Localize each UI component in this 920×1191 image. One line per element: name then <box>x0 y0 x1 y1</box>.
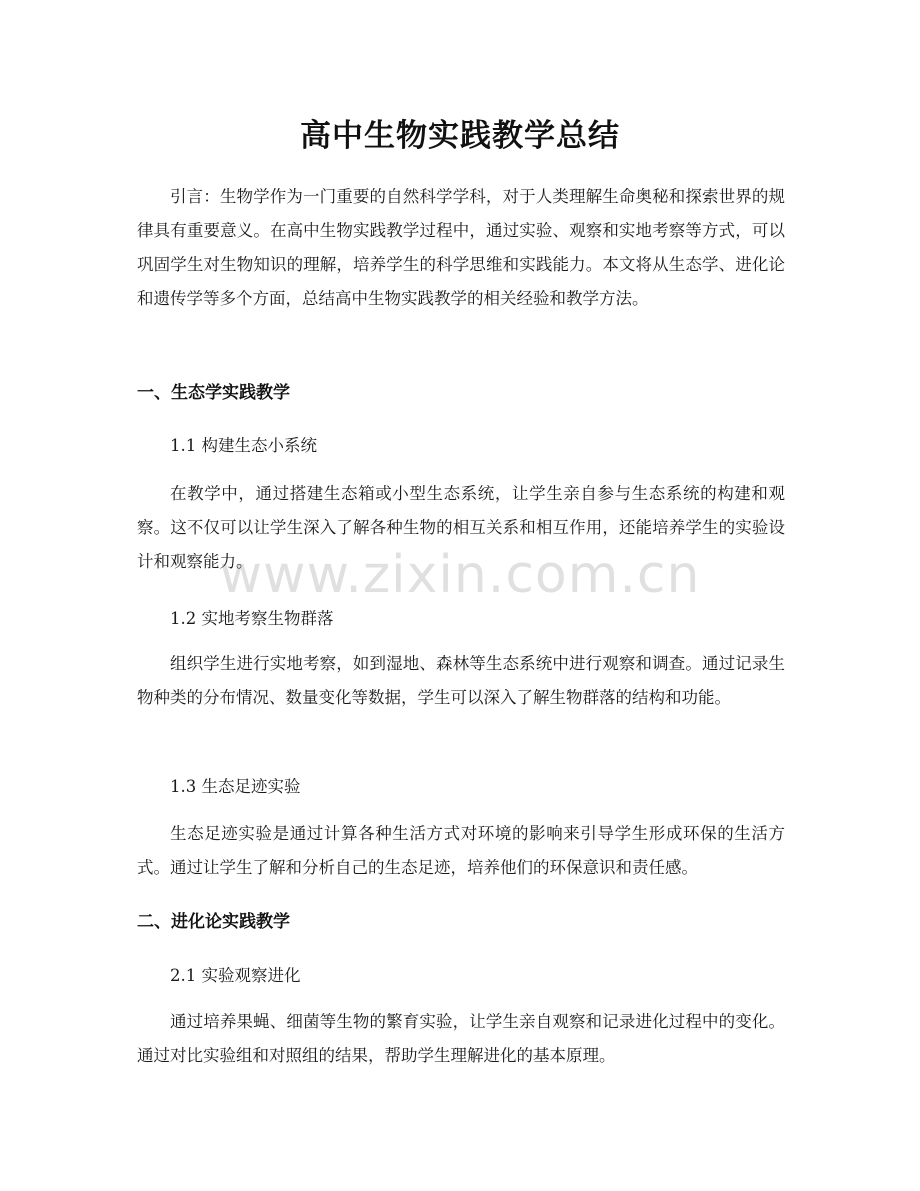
section-heading-evolution: 二、进化论实践教学 <box>137 912 290 932</box>
subsection-heading-1-1: 1.1 构建生态小系统 <box>170 436 317 455</box>
subsection-body-1-2: 组织学生进行实地考察，如到湿地、森林等生态系统中进行观察和调查。通过记录生物种类的分布情况、数量变化等数据，学生可以深入了解生物群落的结构和功能。 <box>137 654 785 707</box>
subsection-heading-1-2: 1.2 实地考察生物群落 <box>170 609 334 628</box>
document-title: 高中生物实践教学总结 <box>300 118 620 154</box>
subsection-body-1-3: 生态足迹实验是通过计算各种生活方式对环境的影响来引导学生形成环保的生活方式。通过让学生了解和分析自己的生态足迹，培养他们的环保意识和责任感。 <box>137 824 785 877</box>
subsection-heading-1-3: 1.3 生态足迹实验 <box>170 777 301 796</box>
section-heading-ecology: 一、生态学实践教学 <box>137 383 290 403</box>
subsection-body-1-1: 在教学中，通过搭建生态箱或小型生态系统，让学生亲自参与生态系统的构建和观察。这不仅可以让学生深入了解各种生物的相互关系和相互作用，还能培养学生的实验设计和观察能力。 <box>137 484 785 571</box>
subsection-heading-2-1: 2.1 实验观察进化 <box>170 966 301 985</box>
intro-paragraph: 引言：生物学作为一门重要的自然科学学科，对于人类理解生命奥秘和探索世界的规律具有重要意义。在高中生物实践教学过程中，通过实验、观察和实地考察等方式，可以巩固学生对生物知识的理解，培养学生的科学思维和实践能力。本文将从生态学、进化论和遗传学等多个方面，总结高中生物实践教学的相关经验和教学方法。 <box>137 187 785 308</box>
subsection-body-2-1: 通过培养果蝇、细菌等生物的繁育实验，让学生亲自观察和记录进化过程中的变化。通过对比实验组和对照组的结果，帮助学生理解进化的基本原理。 <box>137 1012 785 1065</box>
watermark: www.zixin.com.cn <box>219 545 701 605</box>
